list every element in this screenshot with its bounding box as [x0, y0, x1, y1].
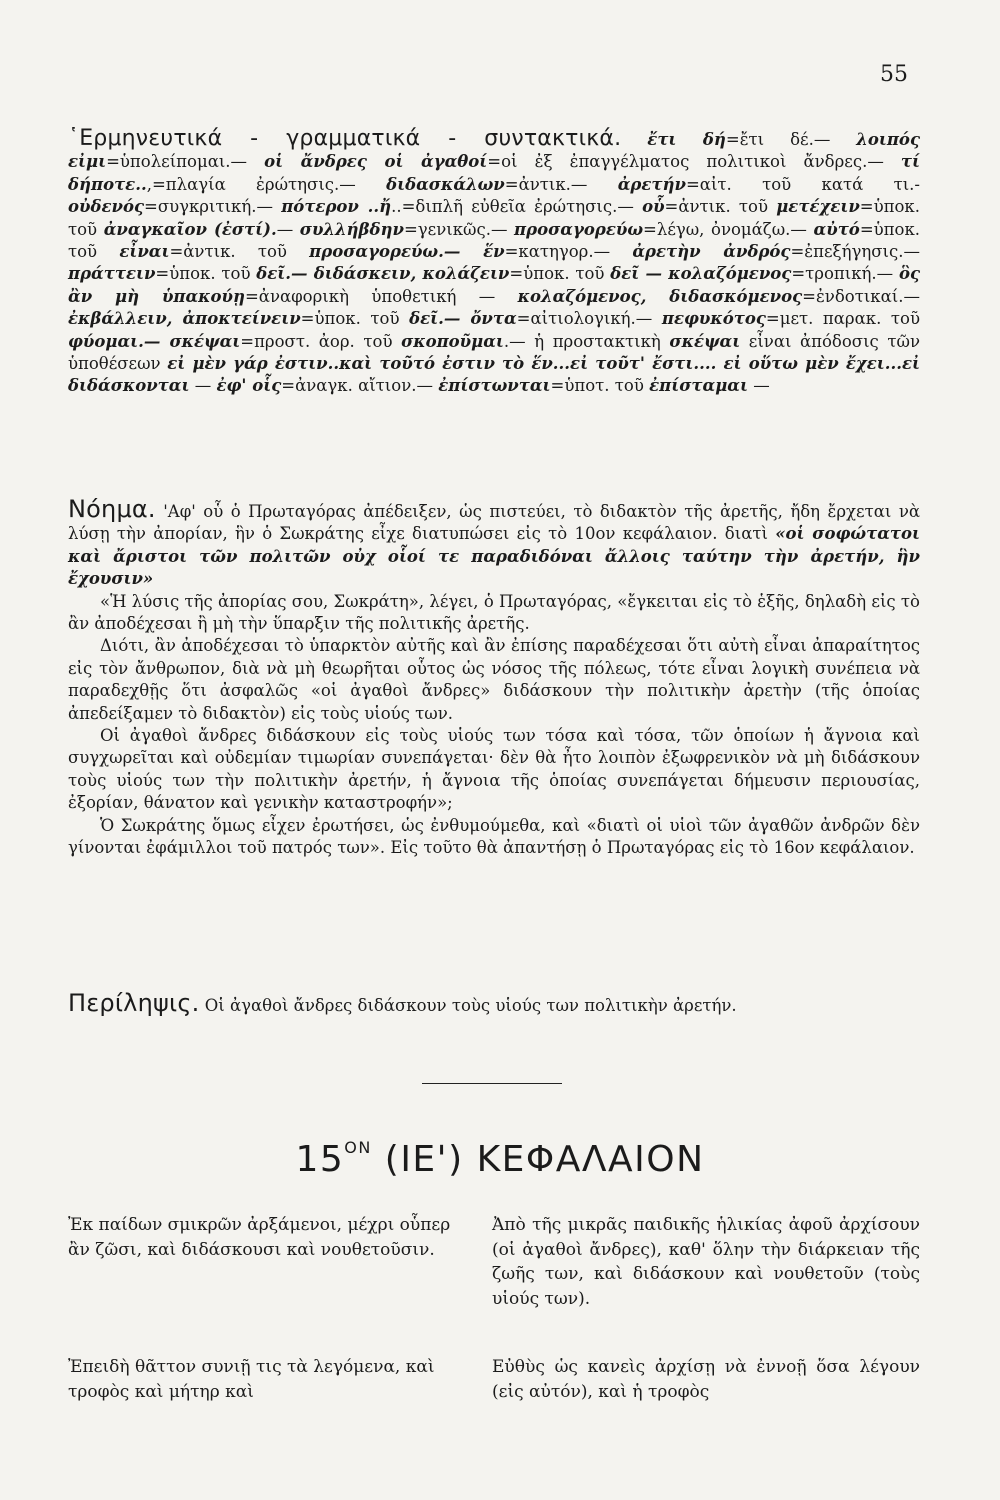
glossary-term: οὗ	[642, 197, 665, 217]
glossary-text	[621, 130, 647, 149]
glossary-term: τί δήποτε..	[68, 152, 920, 194]
glossary-term: φύομαι.— σκέψαι	[68, 331, 241, 351]
glossary-text: =ἀναγκ. αἴτιον.—	[281, 376, 439, 396]
noima-section	[68, 495, 921, 860]
glossary-term: πότερον ..ἤ	[281, 197, 392, 217]
noima-paragraph-2: «Ἡ λύσις τῆς ἀπορίας σου, Σωκράτη», λέγει, ὁ Πρωταγόρας, «ἔγκειται εἰς τὸ ἑξῆς, δηλαδὴ εἰς τὸ ἂν ἀποδέχεσαι ἢ μὴ τὴν ὕπαρξιν τῆς πολιτικῆς ἀρετῆς.	[68, 591, 920, 634]
glossary-term: ἐπίσταμαι	[649, 376, 748, 396]
glossary-term: ἐκβάλλειν, ἀποκτείνειν	[68, 309, 301, 329]
chapter-title-text: (ΙΕ') ΚΕΦΑΛΑΙΟΝ	[371, 1139, 705, 1180]
noima-paragraph-5: Ὁ Σωκράτης ὅμως εἶχεν ἐρωτήσει, ὡς ἐνθυμούμεθα, καὶ «διατὶ οἱ υἱοὶ τῶν ἀγαθῶν ἀνδρῶν δὲν γίνονται ἐφάμιλλοι τοῦ πατρός των». Εἰς τοῦτο θὰ ἀπαντήσῃ ὁ Πρωταγόρας εἰς τὸ 16ον κεφάλαιον.	[68, 815, 920, 858]
glossary-text: —	[189, 376, 217, 396]
chapter-title	[0, 1138, 1000, 1180]
glossary-text: —	[276, 219, 300, 239]
glossary-text: ..=διπλῆ εὐθεῖα ἐρώτησις.—	[391, 197, 643, 217]
glossary-text: =προστ. ἀορ. τοῦ	[240, 331, 402, 351]
glossary-term: εἶναι	[119, 242, 170, 262]
perilipsis-section	[68, 989, 920, 1017]
glossary-term: οἱ ἄνδρες οἱ ἀγαθοί	[264, 152, 488, 172]
glossary-text: =ὑποτ. τοῦ	[550, 376, 650, 396]
glossary-term: πεφυκότος	[661, 309, 766, 329]
glossary-text: =συγκριτική.—	[144, 197, 282, 217]
glossary-text: =ὑποκ. τοῦ	[68, 197, 920, 239]
glossary-text: =οἱ ἐξ ἐπαγγέλματος πολιτικοὶ ἄνδρες.—	[487, 152, 901, 172]
glossary-term: ὃς ἂν μὴ ὑπακούῃ	[68, 264, 921, 306]
glossary-term: δεῖ.— ὄντα	[409, 309, 517, 329]
glossary-text: =αἰτιολογική.—	[516, 309, 662, 329]
glossary-term: κολαζόμενος, διδασκόμενος	[517, 286, 803, 306]
glossary-text: =ὑπολείπομαι.—	[106, 152, 265, 172]
noima-term: «οἱ σοφώτατοι καὶ ἄριστοι τῶν πολιτῶν οὐχ οἷοί τε παραδιδόναι ἄλλοις ταύτην τὴν ἀρετήν, ἣν ἔχουσιν»	[68, 524, 921, 589]
glossary-term: ἐπίστωνται	[438, 376, 551, 396]
glossary-text: =γενικῶς.—	[403, 219, 515, 239]
glossary-term: ἀρετήν	[617, 174, 686, 194]
glossary-term: πράττειν	[68, 264, 156, 284]
glossary-text: =αἰτ. τοῦ κατά τι.-	[685, 174, 920, 194]
translation-text-2: Εὐθὺς ὡς κανεὶς ἀρχίσῃ νὰ ἐννοῇ ὅσα λέγουν (εἰς αὐτόν), καὶ ἡ τροφὸς	[492, 1357, 920, 1402]
glossary-term: αὐτό	[813, 219, 860, 239]
glossary-text: =κατηγορ.—	[504, 242, 633, 262]
glossary-text: =ὑποκ. τοῦ	[300, 309, 410, 329]
glossary-text: =ἀναφορικὴ ὑποθετική —	[244, 286, 518, 306]
glossary-text: =ἀντικ. τοῦ	[664, 197, 777, 217]
glossary-term: οὐδενός	[68, 197, 144, 217]
glossary-section	[68, 128, 920, 398]
glossary-term: δεῖ — κολαζόμενος	[610, 264, 792, 284]
glossary-text: =λέγω, ὀνομάζω.—	[643, 219, 814, 239]
perilipsis-paragraph	[68, 989, 920, 1017]
glossary-text: =ὑποκ. τοῦ	[509, 264, 611, 284]
glossary-term: ἔτι δή	[647, 130, 726, 149]
glossary-term: σκέψαι	[669, 331, 741, 351]
chapter-number: 15	[295, 1139, 345, 1180]
noima-paragraph-1	[68, 495, 921, 591]
glossary-text: —	[747, 376, 770, 396]
perilipsis-text: Οἱ ἀγαθοὶ ἄνδρες διδάσκουν τοὺς υἱούς των πολιτικὴν ἀρετήν.	[199, 996, 737, 1015]
glossary-term: δεῖ.— διδάσκειν, κολάζειν	[256, 264, 510, 284]
glossary-term: ἀρετὴν ἀνδρός	[632, 242, 791, 262]
perilipsis-heading: Περίληψις.	[68, 989, 200, 1017]
glossary-text: =ἀντικ. τοῦ	[169, 242, 310, 262]
original-text-2: Ἐπειδὴ θᾶττον συνιῇ τις τὰ λεγόμενα, καὶ τροφὸς καὶ μήτηρ καὶ	[68, 1357, 435, 1402]
glossary-term: λοιπός εἰμι	[68, 130, 920, 172]
page-number: 55	[880, 62, 908, 87]
noima-paragraph-4: Οἱ ἀγαθοὶ ἄνδρες διδάσκουν εἰς τοὺς υἱούς των τόσα καὶ τόσα, τῶν ὁποίων ἡ ἄγνοια καὶ συγχωρεῖται καὶ οὐδεμίαν τιμωρίαν συνεπάγεται· δὲν θὰ ἦτο λοιπὸν ἐξωφρενικὸν νὰ μὴ διδάσκουν τοὺς υἱούς των τὴν πολιτικὴν ἀρετήν, ἡ ἄγνοια τῆς ὁποίας συνεπάγεται δήμευσιν περιουσίας, ἐξορίαν, θάνατον καὶ γενικὴν καταστροφήν»;	[68, 726, 920, 813]
glossary-text: =τροπική.—	[791, 264, 899, 284]
translation-text-1: Ἀπὸ τῆς μικρᾶς παιδικῆς ἡλικίας ἀφοῦ ἀρχίσουν (οἱ ἀγαθοὶ ἄνδρες), καθ' ὅλην τὴν διάρκειαν τῆς ζωῆς των, καὶ διδάσκουν καὶ νουθετοῦν (τοὺς υἱούς των).	[492, 1215, 920, 1309]
original-text-1: Ἐκ παίδων σμικρῶν ἀρξάμενοι, μέχρι οὗπερ ἂν ζῶσι, καὶ διδάσκουσι καὶ νουθετοῦσιν.	[68, 1215, 451, 1260]
glossary-text: εἶναι ἀπόδοσις τῶν ὑποθέσεων	[68, 331, 920, 374]
glossary-text: =ἐπεξήγησις.—	[790, 242, 920, 262]
glossary-text: =ἔτι δέ.—	[725, 130, 857, 149]
glossary-text: ,=πλαγία ἐρώτησις.—	[146, 174, 387, 194]
glossary-term: ἀναγκαῖον (ἐστί).	[103, 219, 277, 239]
glossary-text: =ἐνδοτικαί.—	[802, 286, 920, 306]
glossary-term: σκοποῦμαι	[401, 331, 504, 351]
glossary-text: =μετ. παρακ. τοῦ	[765, 309, 920, 329]
glossary-text: =ὑποκ. τοῦ	[155, 264, 257, 284]
noima-paragraph-3: Διότι, ἂν ἀποδέχεσαι τὸ ὑπαρκτὸν αὐτῆς καὶ ἂν ἐπίσης παραδέχεσαι ὅτι αὐτὴ εἶναι ἀπαραίτητος εἰς τὸν ἄνθρωπον, διὰ νὰ μὴ θεωρῆται οὗτος ὡς νόσος τῆς πόλεως, τότε εἶναι λογικὴ συνέπεια νὰ παραδεχθῇς ὅτι ἀσφαλῶς «οἱ ἀγαθοὶ ἄνδρες» διδάσκουν τὴν πολιτικὴν ἀρετὴν (τῆς ὁποίας ἀπεδείξαμεν τὸ διδακτὸν) εἰς τοὺς υἱούς των.	[68, 636, 920, 723]
section-divider	[422, 1083, 562, 1084]
glossary-text: =ἀντικ.—	[504, 174, 618, 194]
glossary-term: προσαγορεύω.— ἕν	[309, 242, 505, 262]
glossary-term: εἰ μὲν γάρ ἐστιν..καὶ τοῦτό ἐστιν τὸ ἕν...εἰ τοῦτ' ἔστι.... εἰ οὕτω μὲν ἔχει...εἰ διδάσκονται	[68, 354, 920, 396]
glossary-term: διδασκάλων	[386, 174, 505, 194]
glossary-body	[68, 130, 920, 395]
glossary-term: συλλήβδην	[299, 219, 404, 239]
noima-heading: Νόημα.	[68, 495, 156, 523]
noima-p1-body	[68, 502, 920, 588]
glossary-term: ἐφ' οἷς	[216, 376, 282, 396]
glossary-text: .— ἡ προστακτικὴ	[503, 331, 670, 351]
noima-text: 'Αφ' οὗ ὁ Πρωταγόρας ἀπέδειξεν, ὡς πιστεύει, τὸ διδακτὸν τῆς ἀρετῆς, ἤδη ἔρχεται νὰ λύσῃ τὴν ἀπορίαν, ἣν ὁ Σωκράτης εἶχε διατυπώσει εἰς τὸ 10ον κεφάλαιον. διατὶ	[68, 502, 920, 544]
glossary-term: προσαγορεύω	[514, 219, 644, 239]
glossary-paragraph	[68, 128, 920, 398]
glossary-term: μετέχειν	[776, 197, 860, 217]
glossary-heading: ῾Ερμηνευτικά - γραμματικά - συντακτικά.	[68, 126, 622, 151]
chapter-number-suffix: ΟΝ	[344, 1138, 372, 1157]
glossary-text: =ὑποκ. τοῦ	[68, 219, 921, 262]
